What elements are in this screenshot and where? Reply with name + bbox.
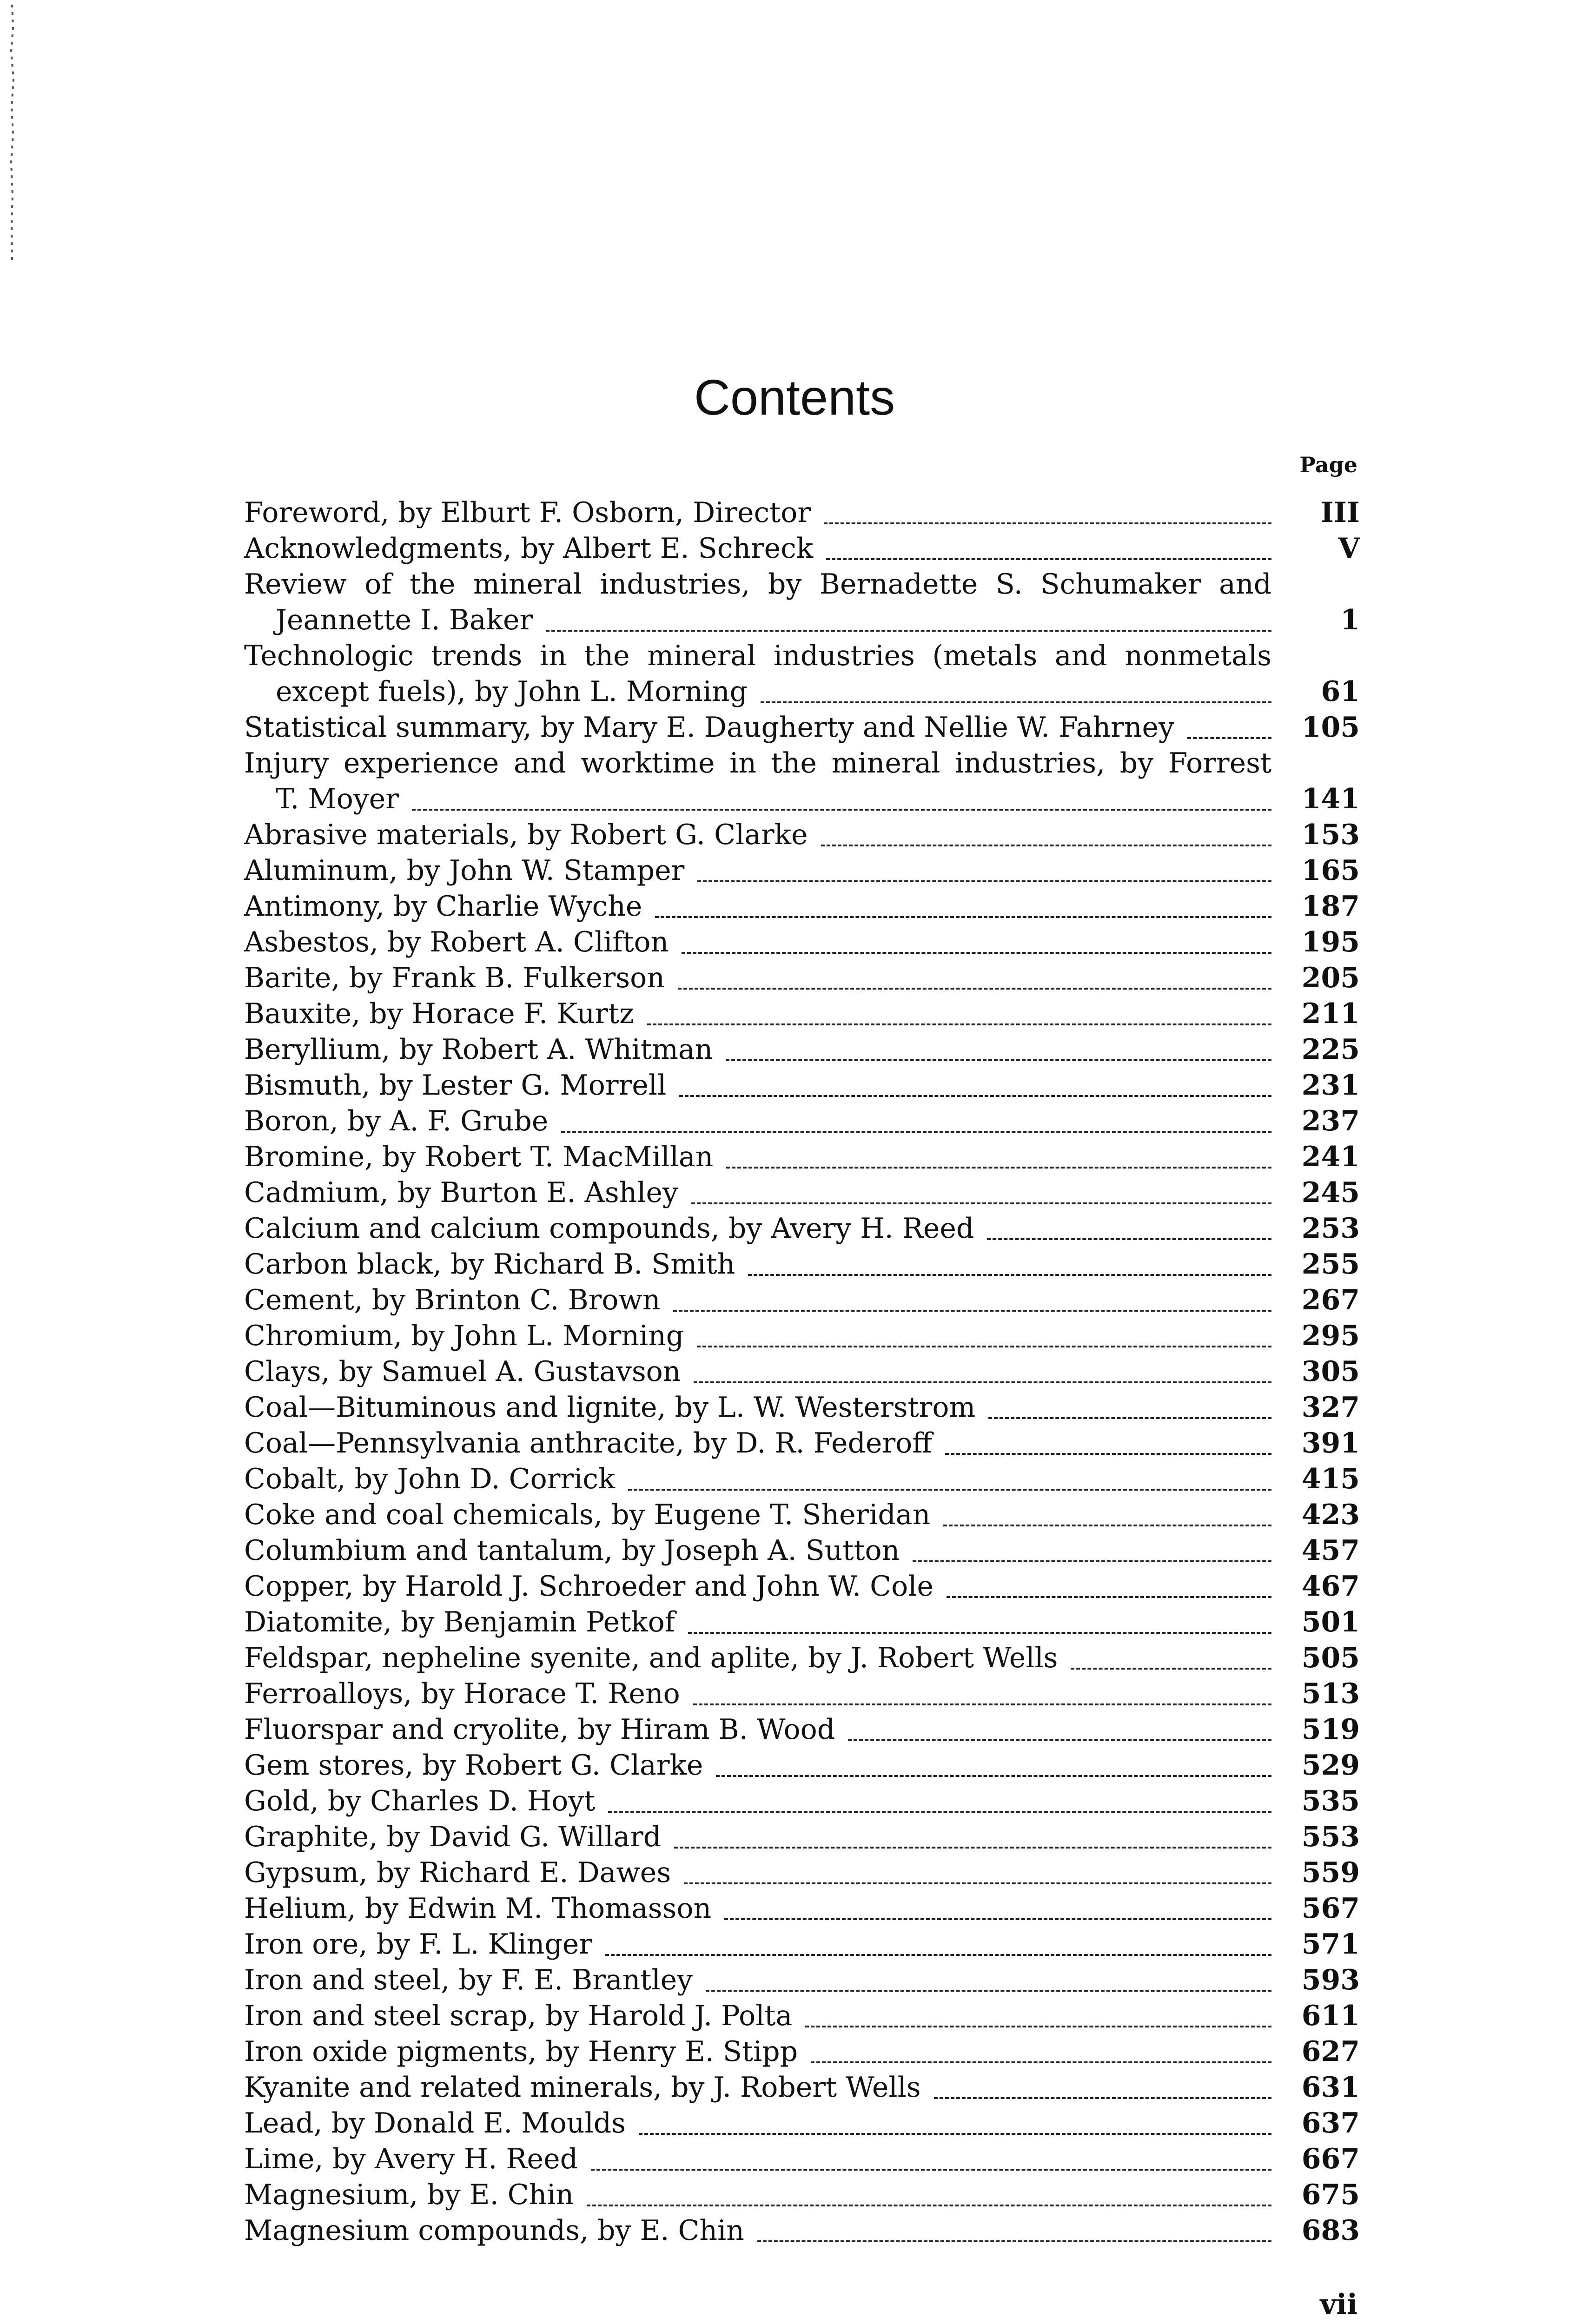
toc-entry-title bbox=[244, 1461, 615, 1497]
toc-entry[interactable] bbox=[244, 1390, 1360, 1426]
toc-entry-text: Ferroalloys, by Horace T. Reno bbox=[244, 1677, 680, 1710]
dotted-leader bbox=[679, 1093, 1271, 1097]
toc-entry[interactable] bbox=[244, 1533, 1360, 1569]
toc-entry[interactable] bbox=[244, 1604, 1360, 1640]
toc-entry-title bbox=[244, 1712, 835, 1748]
toc-entry[interactable] bbox=[244, 1211, 1360, 1247]
toc-entry-page: 391 bbox=[1301, 1427, 1360, 1459]
toc-entry[interactable] bbox=[244, 1426, 1360, 1461]
dotted-leader bbox=[826, 556, 1271, 560]
toc-entry[interactable] bbox=[244, 1032, 1360, 1068]
toc-entry[interactable] bbox=[244, 960, 1360, 996]
dotted-leader bbox=[697, 878, 1271, 882]
toc-entry-page: 571 bbox=[1301, 1928, 1360, 1961]
dotted-leader bbox=[605, 1952, 1271, 1956]
dotted-leader bbox=[697, 1344, 1271, 1347]
toc-entry[interactable] bbox=[244, 1962, 1360, 1998]
toc-entry-text: Diatomite, by Benjamin Petkof bbox=[244, 1606, 675, 1638]
dotted-leader bbox=[587, 2203, 1271, 2206]
toc-entry-title bbox=[244, 1354, 681, 1390]
toc-entry[interactable] bbox=[244, 1318, 1360, 1354]
toc-entry-page: 1 bbox=[1340, 604, 1360, 636]
toc-entry-title bbox=[244, 1783, 595, 1819]
toc-entry[interactable] bbox=[244, 495, 1360, 531]
toc-entry[interactable] bbox=[244, 1461, 1360, 1497]
toc-entry-title bbox=[244, 1247, 735, 1282]
toc-entry[interactable] bbox=[244, 638, 1360, 710]
toc-entry[interactable] bbox=[244, 1103, 1360, 1139]
dotted-leader bbox=[761, 700, 1271, 703]
toc-entry-title bbox=[244, 853, 684, 889]
toc-entry-text: Lead, by Donald E. Moulds bbox=[244, 2107, 626, 2139]
toc-entry-page: 505 bbox=[1301, 1642, 1360, 1674]
dotted-leader bbox=[684, 1881, 1271, 1884]
toc-entry-title bbox=[244, 817, 808, 853]
toc-entry-text: Kyanite and related minerals, by J. Robert Wells bbox=[244, 2071, 921, 2104]
toc-entry-text: Copper, by Harold J. Schroeder and John W. Cole bbox=[244, 1570, 934, 1603]
toc-entry-title bbox=[244, 1139, 713, 1175]
dotted-leader bbox=[673, 1308, 1271, 1312]
dotted-leader bbox=[628, 1487, 1271, 1491]
toc-entry-title bbox=[244, 2141, 578, 2177]
toc-entry-text: Gem stores, by Robert G. Clarke bbox=[244, 1749, 703, 1782]
toc-entry-text: Coal—Bituminous and lignite, by L. W. Westerstrom bbox=[244, 1391, 976, 1424]
toc-entry-page: 567 bbox=[1301, 1892, 1360, 1925]
toc-entry-text: Bauxite, by Horace F. Kurtz bbox=[244, 997, 634, 1030]
dotted-leader bbox=[947, 1594, 1271, 1598]
toc-entry-text: Magnesium, by E. Chin bbox=[244, 2179, 574, 2211]
toc-entry-text: Barite, by Frank B. Fulkerson bbox=[244, 962, 665, 994]
dotted-leader bbox=[674, 1845, 1271, 1849]
toc-entry-title bbox=[244, 1068, 666, 1103]
toc-entry-text: Beryllium, by Robert A. Whitman bbox=[244, 1033, 713, 1066]
toc-entry[interactable] bbox=[244, 1855, 1360, 1891]
toc-entry[interactable] bbox=[244, 1569, 1360, 1604]
toc-entry-text: Magnesium compounds, by E. Chin bbox=[244, 2214, 744, 2247]
toc-entry[interactable] bbox=[244, 567, 1360, 638]
toc-entry-title bbox=[244, 746, 1271, 781]
toc-entry[interactable] bbox=[244, 2213, 1360, 2249]
toc-entry-text: Statistical summary, by Mary E. Daugherty and Nellie W. Fahrney bbox=[244, 711, 1174, 744]
toc-entry-page: 241 bbox=[1301, 1141, 1360, 1173]
toc-entry[interactable] bbox=[244, 1748, 1360, 1783]
toc-entry-title bbox=[244, 1497, 930, 1533]
toc-entry-page: 211 bbox=[1301, 997, 1360, 1030]
toc-entry-title bbox=[244, 1640, 1058, 1676]
dotted-leader bbox=[848, 1737, 1271, 1741]
toc-entry-text: Jeannette I. Baker bbox=[276, 604, 533, 636]
toc-entry-title bbox=[244, 638, 1271, 674]
toc-entry-title bbox=[244, 1748, 703, 1783]
toc-entry-title bbox=[244, 1927, 592, 1962]
toc-entry-title bbox=[244, 2213, 744, 2249]
toc-entry-page: 593 bbox=[1301, 1964, 1360, 1996]
toc-entry-title-continuation bbox=[276, 602, 533, 638]
toc-entry-page: 467 bbox=[1301, 1570, 1360, 1603]
dotted-leader bbox=[716, 1773, 1271, 1777]
toc-entry-text: Fluorspar and cryolite, by Hiram B. Wood bbox=[244, 1713, 835, 1746]
toc-entry-title bbox=[244, 1318, 684, 1354]
toc-entry-page: 255 bbox=[1301, 1248, 1360, 1281]
toc-entry-text: Columbium and tantalum, by Joseph A. Sutton bbox=[244, 1534, 900, 1567]
dotted-leader bbox=[811, 2060, 1271, 2063]
toc-entry-text: Helium, by Edwin M. Thomasson bbox=[244, 1892, 712, 1925]
dotted-leader bbox=[691, 1201, 1271, 1204]
toc-entry-title bbox=[244, 960, 665, 996]
toc-entry-text: T. Moyer bbox=[276, 783, 399, 815]
toc-entry-text: Calcium and calcium compounds, by Avery H. Reed bbox=[244, 1212, 974, 1245]
toc-entry[interactable] bbox=[244, 817, 1360, 853]
toc-entry[interactable] bbox=[244, 1139, 1360, 1175]
toc-entry-title bbox=[244, 1998, 792, 2034]
toc-entry-page: 205 bbox=[1301, 962, 1360, 994]
dotted-leader bbox=[1071, 1666, 1271, 1670]
toc-entry-text: Antimony, by Charlie Wyche bbox=[244, 890, 642, 923]
toc-entry-page: 415 bbox=[1301, 1463, 1360, 1495]
toc-entry-title bbox=[244, 1211, 974, 1247]
toc-entry[interactable] bbox=[244, 1175, 1360, 1211]
dotted-leader bbox=[821, 843, 1271, 846]
dotted-leader bbox=[678, 986, 1271, 990]
dotted-leader bbox=[546, 628, 1271, 632]
toc-entry-text: Gold, by Charles D. Hoyt bbox=[244, 1785, 596, 1817]
toc-entry-text: except fuels), by John L. Morning bbox=[276, 675, 748, 708]
toc-entry-text: Abrasive materials, by Robert G. Clarke bbox=[244, 819, 808, 851]
dotted-leader bbox=[724, 1916, 1271, 1920]
toc-entry-title bbox=[244, 1426, 932, 1461]
toc-entry-title bbox=[244, 1175, 678, 1211]
dotted-leader bbox=[688, 1630, 1271, 1634]
toc-entry-page: 141 bbox=[1301, 783, 1360, 815]
scan-edge-mark bbox=[3, 0, 21, 288]
toc-entry-text: Iron ore, by F. L. Klinger bbox=[244, 1928, 592, 1961]
toc-entry-text: Foreword, by Elburt F. Osborn, Director bbox=[244, 496, 811, 529]
toc-entry-page: 553 bbox=[1301, 1821, 1360, 1853]
toc-entry-title bbox=[244, 567, 1271, 602]
dotted-leader bbox=[608, 1809, 1271, 1813]
table-of-contents bbox=[244, 495, 1360, 2249]
toc-entry-title bbox=[244, 2034, 798, 2070]
toc-entry-text: Cement, by Brinton C. Brown bbox=[244, 1284, 661, 1316]
toc-entry-title bbox=[244, 531, 813, 567]
dotted-leader bbox=[591, 2167, 1271, 2171]
toc-entry[interactable] bbox=[244, 1068, 1360, 1103]
toc-entry-page: 501 bbox=[1301, 1606, 1360, 1638]
toc-entry-text: Feldspar, nepheline syenite, and aplite, by J. Robert Wells bbox=[244, 1642, 1058, 1674]
toc-entry-page: V bbox=[1338, 532, 1360, 565]
toc-entry-title bbox=[244, 1676, 680, 1712]
toc-entry-page: 187 bbox=[1301, 890, 1360, 923]
toc-entry[interactable] bbox=[244, 531, 1360, 567]
dotted-leader bbox=[655, 914, 1271, 918]
toc-entry-text: Coal—Pennsylvania anthracite, by D. R. Federoff bbox=[244, 1427, 932, 1459]
toc-entry-text: Gypsum, by Richard E. Dawes bbox=[244, 1856, 671, 1889]
toc-entry-title bbox=[244, 996, 634, 1032]
toc-entry-text: Coke and coal chemicals, by Eugene T. Sheridan bbox=[244, 1499, 931, 1531]
toc-entry[interactable] bbox=[244, 1497, 1360, 1533]
toc-entry[interactable] bbox=[244, 1927, 1360, 1962]
toc-entry-page: 245 bbox=[1301, 1176, 1360, 1209]
dotted-leader bbox=[694, 1380, 1271, 1383]
toc-entry[interactable] bbox=[244, 1282, 1360, 1318]
toc-entry-title-continuation bbox=[276, 781, 399, 817]
toc-entry-title bbox=[244, 2070, 921, 2106]
toc-entry-text: Acknowledgments, by Albert E. Schreck bbox=[244, 532, 814, 565]
toc-entry-page: 253 bbox=[1301, 1212, 1360, 1245]
toc-entry-text: Asbestos, by Robert A. Clifton bbox=[244, 926, 669, 958]
toc-entry[interactable] bbox=[244, 924, 1360, 960]
toc-entry-text: Injury experience and worktime in the mineral industries, by Forrest bbox=[244, 747, 1271, 779]
toc-entry-page: 231 bbox=[1301, 1069, 1360, 1102]
dotted-leader bbox=[412, 807, 1271, 811]
toc-entry-page: 683 bbox=[1301, 2214, 1360, 2247]
toc-entry-text: Boron, by A. F. Grube bbox=[244, 1105, 549, 1137]
toc-entry-page: 627 bbox=[1301, 2035, 1360, 2068]
toc-entry[interactable] bbox=[244, 889, 1360, 924]
toc-entry-title bbox=[244, 2177, 574, 2213]
toc-entry-title bbox=[244, 1604, 675, 1640]
toc-entry-text: Carbon black, by Richard B. Smith bbox=[244, 1248, 735, 1281]
dotted-leader bbox=[748, 1272, 1271, 1276]
toc-entry-title bbox=[244, 1855, 671, 1891]
toc-entry-page: 675 bbox=[1301, 2179, 1360, 2211]
toc-entry-title bbox=[244, 1282, 660, 1318]
toc-entry-page: 637 bbox=[1301, 2107, 1360, 2139]
toc-entry-page: 631 bbox=[1301, 2071, 1360, 2104]
toc-entry-text: Chromium, by John L. Morning bbox=[244, 1320, 684, 1352]
toc-entry-title bbox=[244, 1962, 693, 1998]
toc-entry-page: 295 bbox=[1301, 1320, 1360, 1352]
toc-entry-page: 305 bbox=[1301, 1355, 1360, 1388]
toc-entry-text: Lime, by Avery H. Reed bbox=[244, 2143, 578, 2175]
toc-entry-text: Cadmium, by Burton E. Ashley bbox=[244, 1176, 678, 1209]
dotted-leader bbox=[639, 2131, 1271, 2135]
toc-entry-page: 611 bbox=[1301, 2000, 1360, 2032]
toc-entry[interactable] bbox=[244, 996, 1360, 1032]
toc-entry-text: Iron oxide pigments, by Henry E. Stipp bbox=[244, 2035, 798, 2068]
toc-entry-title bbox=[244, 1032, 713, 1068]
toc-entry-title bbox=[244, 1390, 975, 1426]
toc-entry[interactable] bbox=[244, 1891, 1360, 1927]
dotted-leader bbox=[726, 1165, 1271, 1169]
toc-entry-text: Iron and steel, by F. E. Brantley bbox=[244, 1964, 693, 1996]
toc-entry[interactable] bbox=[244, 1712, 1360, 1748]
dotted-leader bbox=[945, 1451, 1271, 1455]
toc-entry-page: 667 bbox=[1301, 2143, 1360, 2175]
toc-entry-text: Iron and steel scrap, by Harold J. Polta bbox=[244, 2000, 793, 2032]
toc-entry-title bbox=[244, 1819, 661, 1855]
toc-entry[interactable] bbox=[244, 746, 1360, 817]
toc-entry[interactable] bbox=[244, 1998, 1360, 2034]
toc-entry-page: 535 bbox=[1301, 1785, 1360, 1817]
toc-entry-text: Clays, by Samuel A. Gustavson bbox=[244, 1355, 681, 1388]
dotted-leader bbox=[988, 1415, 1271, 1419]
toc-entry-page: 153 bbox=[1301, 819, 1360, 851]
toc-entry[interactable] bbox=[244, 2034, 1360, 2070]
dotted-leader bbox=[934, 2095, 1271, 2099]
toc-entry-page: 513 bbox=[1301, 1677, 1360, 1710]
toc-entry[interactable] bbox=[244, 1819, 1360, 1855]
page-title: Contents bbox=[694, 369, 895, 425]
toc-entry-text: Aluminum, by John W. Stamper bbox=[244, 854, 685, 887]
toc-entry-page: 195 bbox=[1301, 926, 1360, 958]
page-number: vii bbox=[1320, 2288, 1357, 2321]
toc-entry-page: 529 bbox=[1301, 1749, 1360, 1782]
dotted-leader bbox=[913, 1558, 1271, 1562]
toc-entry-title bbox=[244, 924, 669, 960]
dotted-leader bbox=[682, 950, 1271, 954]
toc-entry[interactable] bbox=[244, 2070, 1360, 2106]
toc-entry-page: 237 bbox=[1301, 1105, 1360, 1137]
toc-entry-page: 105 bbox=[1301, 711, 1360, 744]
dotted-leader bbox=[805, 2024, 1271, 2027]
toc-entry-page: 519 bbox=[1301, 1713, 1360, 1746]
toc-entry[interactable] bbox=[244, 2141, 1360, 2177]
toc-entry-text: Cobalt, by John D. Corrick bbox=[244, 1463, 616, 1495]
toc-entry[interactable] bbox=[244, 853, 1360, 889]
toc-entry-page: III bbox=[1320, 496, 1360, 529]
dotted-leader bbox=[943, 1523, 1271, 1526]
toc-entry-title bbox=[244, 1569, 934, 1604]
toc-entry[interactable] bbox=[244, 1676, 1360, 1712]
toc-entry-page: 457 bbox=[1301, 1534, 1360, 1567]
toc-entry[interactable] bbox=[244, 2177, 1360, 2213]
dotted-leader bbox=[647, 1022, 1271, 1025]
toc-entry-title bbox=[244, 495, 811, 531]
toc-entry-title bbox=[244, 1533, 900, 1569]
dotted-leader bbox=[561, 1129, 1271, 1133]
toc-entry[interactable] bbox=[244, 1354, 1360, 1390]
toc-entry-text: Review of the mineral industries, by Bernadette S. Schumaker and bbox=[244, 568, 1271, 601]
toc-entry[interactable] bbox=[244, 1247, 1360, 1282]
dotted-leader bbox=[706, 1988, 1271, 1992]
toc-entry[interactable] bbox=[244, 1640, 1360, 1676]
toc-entry-text: Technologic trends in the mineral industries (metals and nonmetals bbox=[244, 640, 1271, 672]
toc-entry-title-continuation bbox=[276, 674, 748, 710]
toc-entry-page: 165 bbox=[1301, 854, 1360, 887]
toc-entry[interactable] bbox=[244, 2106, 1360, 2141]
toc-entry-page: 559 bbox=[1301, 1856, 1360, 1889]
toc-entry[interactable] bbox=[244, 710, 1360, 746]
page-column-label: Page bbox=[1299, 452, 1357, 477]
dotted-leader bbox=[757, 2238, 1271, 2242]
toc-entry-text: Graphite, by David G. Willard bbox=[244, 1821, 662, 1853]
toc-entry-page: 267 bbox=[1301, 1284, 1360, 1316]
toc-entry-title bbox=[244, 2106, 626, 2141]
dotted-leader bbox=[824, 521, 1271, 524]
toc-entry-page: 225 bbox=[1301, 1033, 1360, 1066]
dotted-leader bbox=[987, 1236, 1271, 1240]
dotted-leader bbox=[726, 1057, 1271, 1061]
toc-entry-title bbox=[244, 1103, 548, 1139]
toc-entry-title bbox=[244, 889, 642, 924]
toc-entry-title bbox=[244, 1891, 711, 1927]
toc-entry-text: Bromine, by Robert T. MacMillan bbox=[244, 1141, 714, 1173]
toc-entry-page: 327 bbox=[1301, 1391, 1360, 1424]
toc-entry-page: 423 bbox=[1301, 1499, 1360, 1531]
dotted-leader bbox=[693, 1702, 1271, 1705]
toc-entry-page: 61 bbox=[1321, 675, 1360, 708]
toc-entry-text: Bismuth, by Lester G. Morrell bbox=[244, 1069, 667, 1102]
toc-entry[interactable] bbox=[244, 1783, 1360, 1819]
dotted-leader bbox=[1187, 735, 1271, 739]
toc-entry-title bbox=[244, 710, 1174, 746]
